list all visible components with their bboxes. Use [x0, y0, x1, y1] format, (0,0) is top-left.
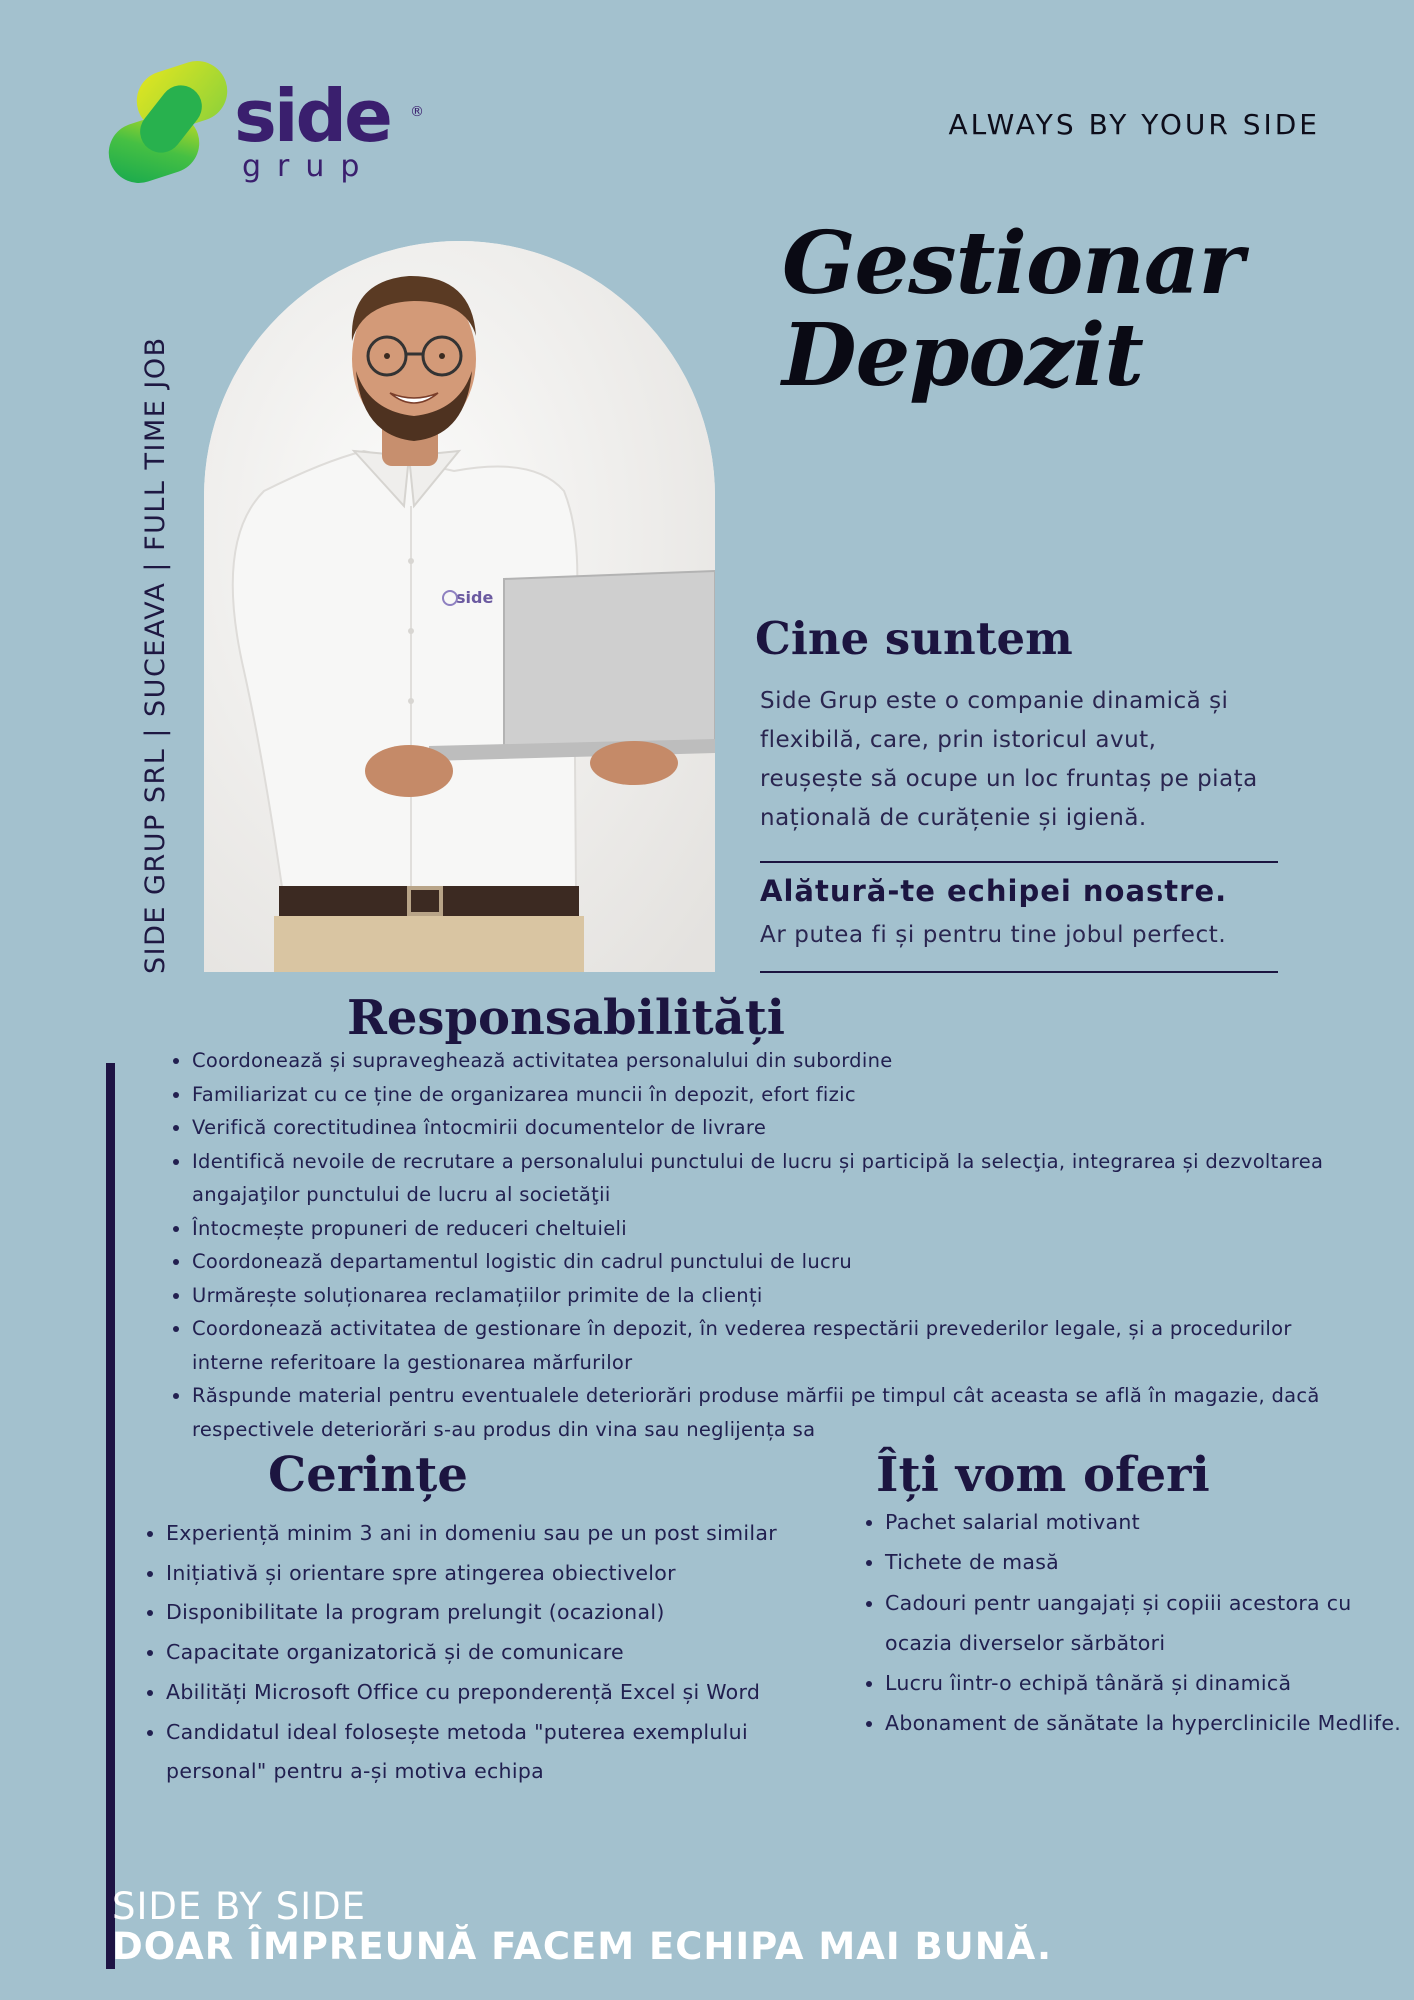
- list-item: • Abilități Microsoft Office cu preponderență Excel și Word: [166, 1673, 826, 1713]
- footer-motto: DOAR ÎMPREUNĂ FACEM ECHIPA MAI BUNĂ.: [112, 1925, 1053, 1968]
- about-line: flexibilă, care, prin istoricul avut,: [760, 727, 1157, 753]
- footer-slogan: SIDE BY SIDE: [112, 1885, 367, 1928]
- logo-wordmark: side: [234, 74, 390, 158]
- logo-subtitle: grup: [242, 149, 376, 184]
- requirements-list: [134, 1514, 826, 1792]
- list-item: • Răspunde material pentru eventualele deteriorări produse mărfii pe timpul cât aceasta se află în magazie, dacă respectivele deteriorări s-au produs din vina sau neglijența sa: [192, 1379, 1362, 1446]
- about-title: Cine suntem: [755, 612, 1073, 665]
- list-item: • Urmărește soluționarea reclamațiilor primite de la clienți: [192, 1279, 1362, 1313]
- list-item: • Pachet salarial motivant: [885, 1502, 1405, 1542]
- about-line: națională de curățenie și igienă.: [760, 805, 1147, 831]
- about-line: Side Grup este o companie dinamică și: [760, 688, 1229, 714]
- about-text: [760, 682, 1300, 838]
- list-item: • Inițiativă și orientare spre atingerea obiectivelor: [166, 1554, 826, 1594]
- job-title-line2: Depozit: [782, 305, 1144, 406]
- svg-text:side: side: [456, 588, 494, 607]
- vertical-company-info: SIDE GRUP SRL | SUCEAVA | FULL TIME JOB: [140, 336, 171, 974]
- job-title-line1: Gestionar: [782, 213, 1243, 314]
- list-item: • Întocmește propuneri de reduceri cheltuieli: [192, 1212, 1362, 1246]
- list-item: • Coordonează activitatea de gestionare în depozit, în vederea respectării prevederilor legale, și a procedurilor interne referitoare la gestionarea mărfurilor: [192, 1312, 1362, 1379]
- side-logo-icon: [104, 60, 234, 188]
- logo-registered-mark: ®: [410, 104, 424, 120]
- list-item: • Experiență minim 3 ani in domeniu sau pe un post similar: [166, 1514, 826, 1554]
- list-item: • Lucru îintr-o echipă tânără și dinamică: [885, 1663, 1405, 1703]
- job-title: [782, 213, 1243, 406]
- list-item: • Tichete de masă: [885, 1542, 1405, 1582]
- accent-vertical-bar: [106, 1063, 115, 1969]
- list-item: • Coordonează departamentul logistic din cadrul punctului de lucru: [192, 1245, 1362, 1279]
- divider-top: [760, 861, 1278, 863]
- list-item: • Coordonează și supraveghează activitatea personalului din subordine: [192, 1044, 1362, 1078]
- list-item: • Abonament de sănătate la hyperclinicile Medlife.: [885, 1703, 1405, 1743]
- list-item: • Cadouri pentr uangajați și copiii acestora cu ocazia diverselor sărbători: [885, 1583, 1405, 1664]
- responsibilities-list: [160, 1044, 1362, 1446]
- list-item: • Verifică corectitudinea întocmirii documentelor de livrare: [192, 1111, 1362, 1145]
- list-item: • Capacitate organizatorică și de comunicare: [166, 1633, 826, 1673]
- offer-title: Îți vom oferi: [876, 1447, 1210, 1503]
- about-line: reușește să ocupe un loc fruntaș pe piața: [760, 766, 1258, 792]
- company-logo: [104, 60, 434, 190]
- divider-bottom: [760, 971, 1278, 973]
- list-item: • Familiarizat cu ce ține de organizarea muncii în depozit, efort fizic: [192, 1078, 1362, 1112]
- requirements-title: Cerințe: [268, 1447, 468, 1503]
- person-with-laptop-illustration: [204, 241, 715, 972]
- join-title: Alătură-te echipei noastre.: [760, 874, 1228, 908]
- tagline: ALWAYS BY YOUR SIDE: [948, 108, 1320, 141]
- responsibilities-title: Responsabilități: [347, 990, 785, 1046]
- employee-photo: [204, 241, 715, 972]
- list-item: • Disponibilitate la program prelungit (ocazional): [166, 1593, 826, 1633]
- list-item: • Identifică nevoile de recrutare a personalului punctului de lucru și participă la selecţia, integrarea și dezvoltarea angajaţilor punctului de lucru al societăţii: [192, 1145, 1362, 1212]
- list-item: • Candidatul ideal folosește metoda "puterea exemplului personal" pentru a-și motiva echipa: [166, 1713, 826, 1792]
- offer-list: [853, 1502, 1405, 1744]
- join-text: Ar putea fi și pentru tine jobul perfect.: [760, 922, 1227, 948]
